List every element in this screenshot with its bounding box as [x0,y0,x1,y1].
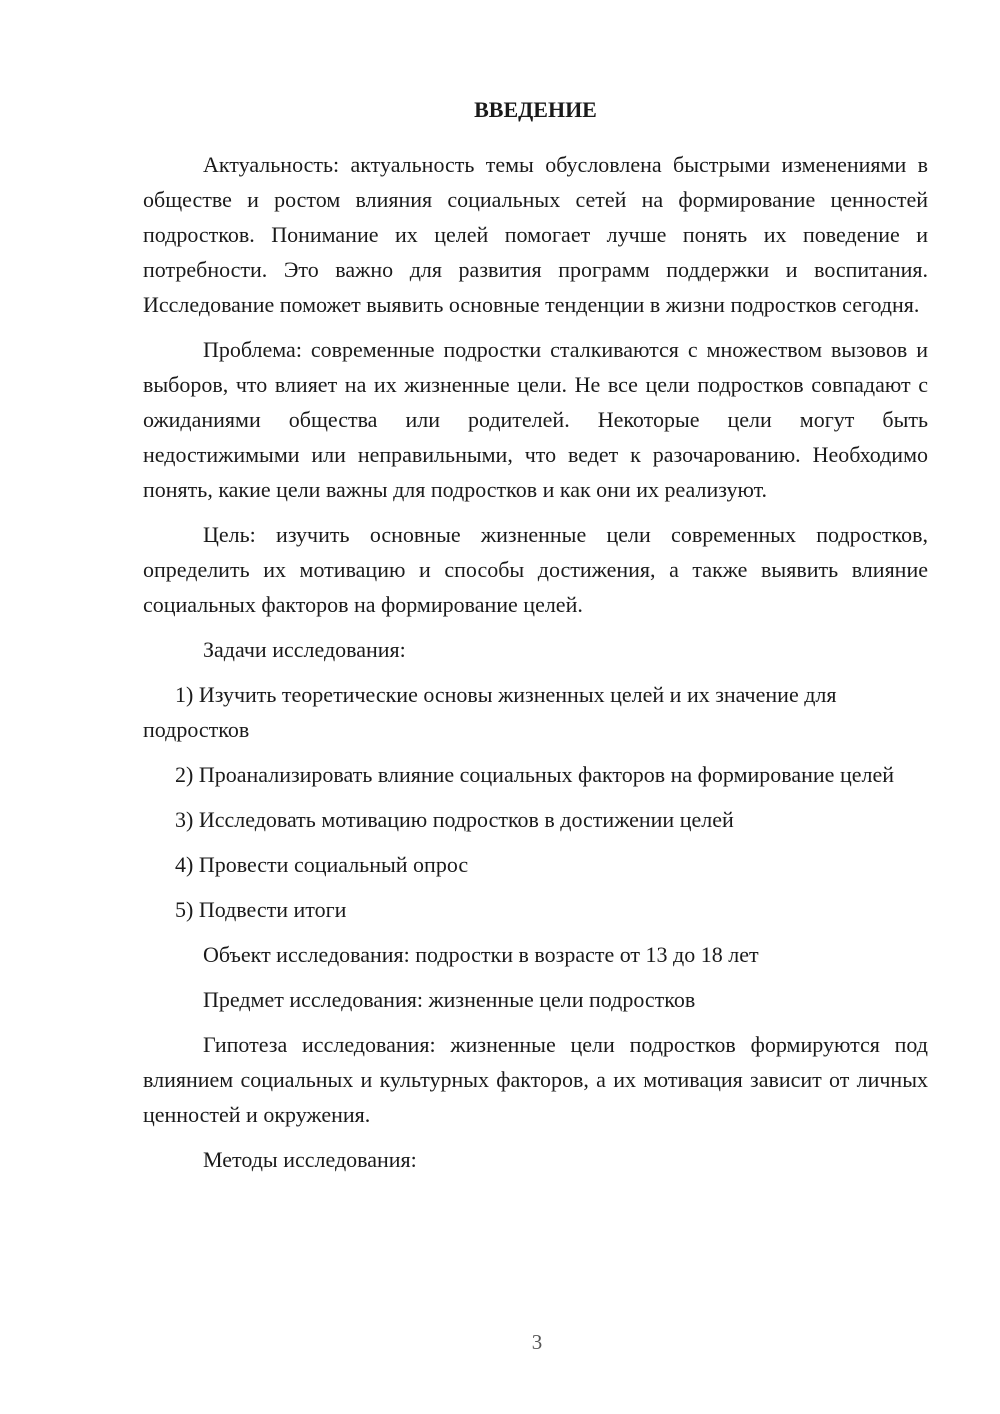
page-title: ВВЕДЕНИЕ [474,97,597,122]
relevance-paragraph: Актуальность: актуальность темы обусловлена быстрыми изменениями в обществе и ростом влияния социальных сетей на формирование ценностей подростков. Понимание их целей помогает лучше понять их поведение и потребности. Это важно для развития программ поддержки и воспитания. Исследование поможет выявить основные тенденции в жизни подростков сегодня. [143,152,928,317]
task-item: 4) Провести социальный опрос [175,852,469,877]
task-item: 3) Исследовать мотивацию подростков в достижении целей [175,807,734,832]
page-content [143,92,928,1187]
object-paragraph: Объект исследования: подростки в возрасте от 13 до 18 лет [203,942,759,967]
problem-paragraph: Проблема: современные подростки сталкиваются с множеством вызовов и выборов, что влияет на их жизненные цели. Не все цели подростков совпадают с ожиданиями общества или родителей. Некоторые цели могут быть недостижимыми или неправильными, что ведет к разочарованию. Необходимо понять, какие цели важны для подростков и как они их реализуют. [143,337,928,502]
hypothesis-paragraph: Гипотеза исследования: жизненные цели подростков формируются под влиянием социальных и культурных факторов, а их мотивация зависит от личных ценностей и окружения. [143,1032,928,1127]
tasks-heading: Задачи исследования: [203,637,406,662]
goal-paragraph: Цель: изучить основные жизненные цели современных подростков, определить их мотивацию и способы достижения, а также выявить влияние социальных факторов на формирование целей. [143,522,928,617]
task-item: 5) Подвести итоги [175,897,347,922]
methods-heading: Методы исследования: [203,1147,417,1172]
subject-paragraph: Предмет исследования: жизненные цели подростков [203,987,696,1012]
task-item: 1) Изучить теоретические основы жизненных целей и их значение для подростков [143,682,837,742]
task-item: 2) Проанализировать влияние социальных факторов на формирование целей [175,762,894,787]
page-number: 3 [531,1330,543,1354]
